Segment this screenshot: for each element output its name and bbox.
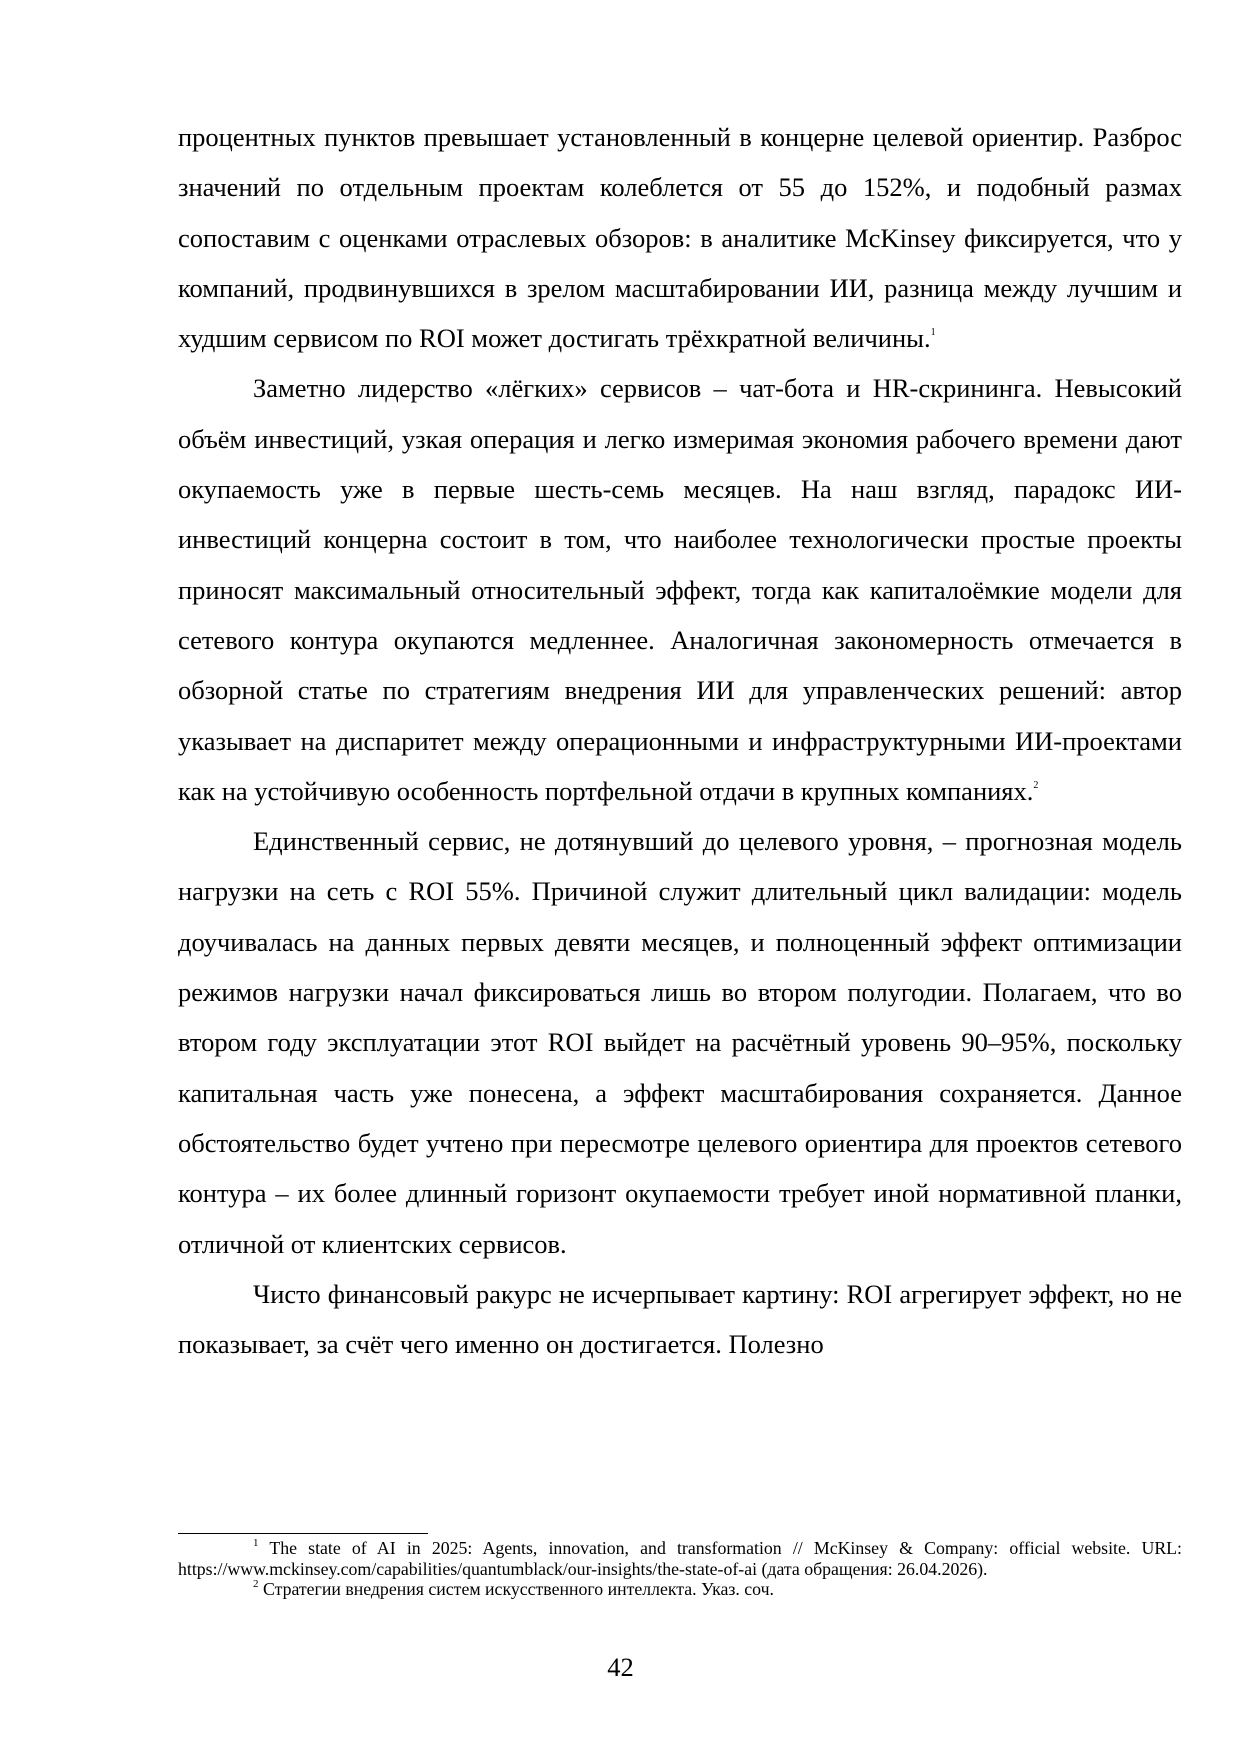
paragraph-1-text: процентных пунктов превышает установленный в концерне целевой ориентир. Разброс значений по отдельным проектам колеблется от 55 до 152%, и подобный размах сопоставим с оценками отраслевых обзоров: в аналитике McKinsey фиксируется, что у компаний, продвинувшихся в зрелом масштабировании ИИ, разница между лучшим и худшим сервисом по ROI может достигать трёхкратной величины. (178, 122, 1182, 354)
paragraph-4-text: Чисто финансовый ракурс не исчерпывает картину: ROI агрегирует эффект, но не показывает, за счёт чего именно он достигается. Полезно (178, 1278, 1182, 1360)
footnote-number-2: 2 (253, 1578, 259, 1591)
page-number: 42 (607, 1652, 634, 1682)
footnote-separator (178, 1533, 428, 1534)
footnote-2-text: Стратегии внедрения систем искусственного интеллекта. Указ. соч. (262, 1579, 774, 1599)
footnote-ref-2[interactable]: 2 (1033, 780, 1039, 792)
paragraph-2-text: Заметно лидерство «лёгких» сервисов – чат-бота и HR-скрининга. Невысокий объём инвестиций, узкая операция и легко измеримая экономия рабочего времени дают окупаемость уже в первые шесть-семь месяцев. На наш взгляд, парадокс ИИ-инвестиций концерна состоит в том, что наиболее технологически простые проекты приносят максимальный относительный эффект, тогда как капиталоёмкие модели для сетевого контура окупаются медленнее. Аналогичная закономерность отмечается в обзорной статье по стратегиям внедрения ИИ для управленческих решений: автор указывает на диспаритет между операционными и инфраструктурными ИИ-проектами как на устойчивую особенность портфельной отдачи в крупных компаниях. (178, 373, 1182, 806)
paragraph-1 (178, 112, 1182, 363)
footnotes-section (178, 1533, 1182, 1600)
page-body (178, 112, 1182, 1369)
footnote-2 (178, 1579, 1182, 1600)
footnote-1-text: The state of AI in 2025: Agents, innovation, and transformation // McKinsey & Company: official website. URL: https://www.mckinsey.com/capabilities/quantumblack/our-insights/the-state-of-ai (дата обращения: 26.04.2026). (178, 1538, 1182, 1579)
footnote-1 (178, 1538, 1182, 1579)
paragraph-2 (178, 363, 1182, 816)
paragraph-3 (178, 816, 1182, 1269)
footnote-number-1: 1 (253, 1537, 259, 1550)
paragraph-4 (178, 1269, 1182, 1370)
footnote-ref-1[interactable]: 1 (930, 327, 936, 339)
paragraph-3-text: Единственный сервис, не дотянувший до целевого уровня, – прогнозная модель нагрузки на сеть с ROI 55%. Причиной служит длительный цикл валидации: модель доучивалась на данных первых девяти месяцев, и полноценный эффект оптимизации режимов нагрузки начал фиксироваться лишь во втором полугодии. Полагаем, что во втором году эксплуатации этот ROI выйдет на расчётный уровень 90–95%, поскольку капитальная часть уже понесена, а эффект масштабирования сохраняется. Данное обстоятельство будет учтено при пересмотре целевого ориентира для проектов сетевого контура – их более длинный горизонт окупаемости требует иной нормативной планки, отличной от клиентских сервисов. (178, 826, 1182, 1259)
